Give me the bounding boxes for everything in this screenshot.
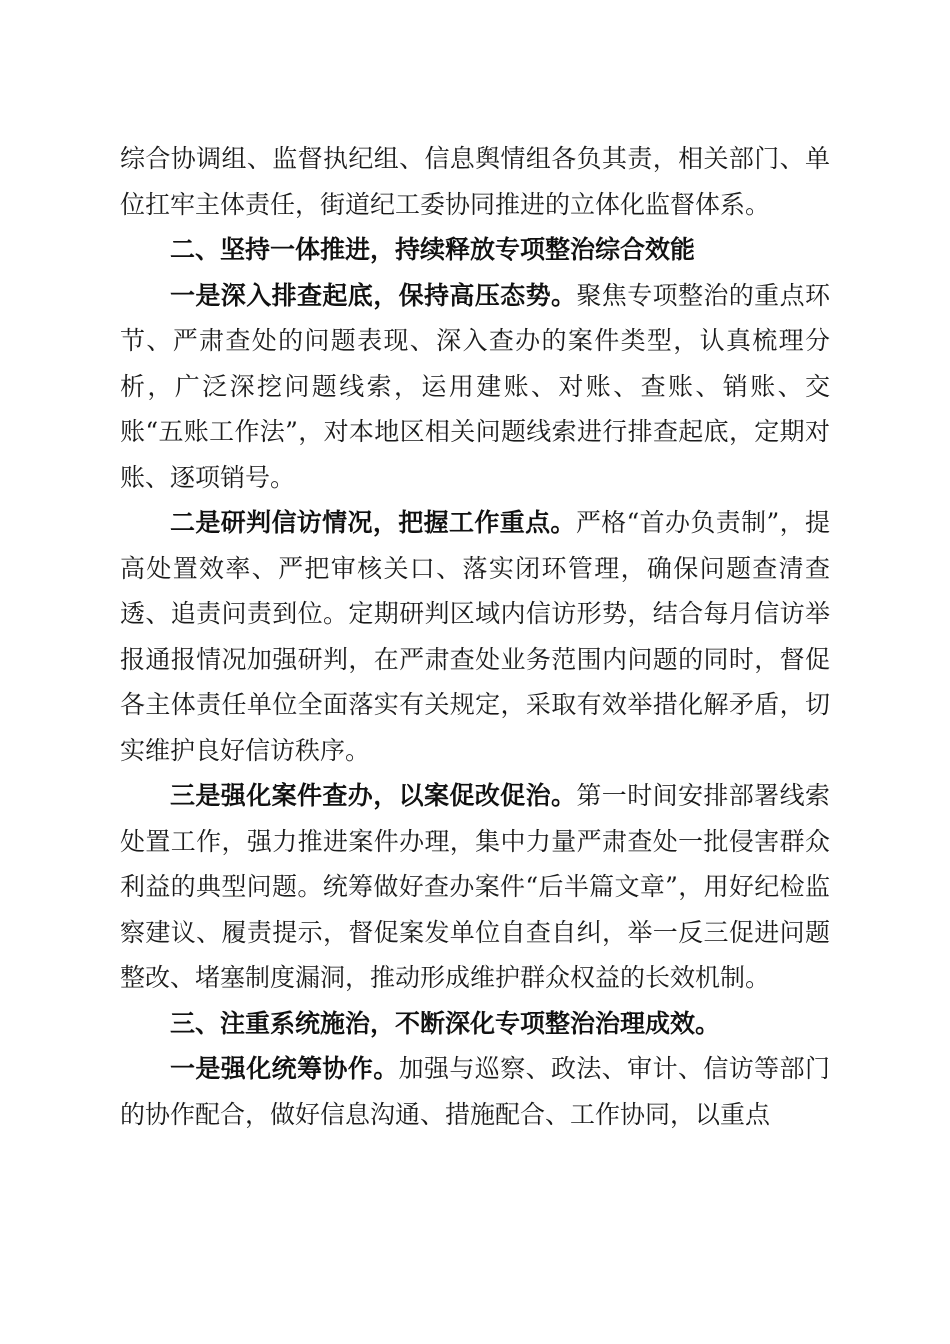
paragraph-item-1 xyxy=(120,273,830,501)
paragraph-text: 严格“首办负责制”，提高处置效率、严把审核关口、落实闭环管理，确保问题查清查透、追责问责到位。定期研判区域内信访形势，结合每月信访举报通报情况加强研判，在严肃查处业务范围内问题的同时，督促各主体责任单位全面落实有关规定，采取有效举措化解矛盾，切实维护良好信访秩序。 xyxy=(120,508,830,765)
paragraph-item-3 xyxy=(120,773,830,1001)
paragraph-continued xyxy=(120,136,830,227)
document-body xyxy=(120,136,830,1137)
paragraph-text: 加强与巡察、政法、审计、信访等部门的协作配合，做好信息沟通、措施配合、工作协同，以重点 xyxy=(120,1054,830,1129)
section-heading-3 xyxy=(120,1001,830,1047)
paragraph-item-4 xyxy=(120,1046,830,1137)
paragraph-lead: 二是研判信访情况，把握工作重点。 xyxy=(170,508,576,537)
paragraph-text: 聚焦专项整治的重点环节、严肃查处的问题表现、深入查办的案件类型，认真梳理分析，广泛深挖问题线索，运用建账、对账、查账、销账、交账“五账工作法”，对本地区相关问题线索进行排查起底，定期对账、逐项销号。 xyxy=(120,280,830,492)
paragraph-lead: 一是深入排查起底，保持高压态势。 xyxy=(170,280,577,310)
section-heading-2 xyxy=(120,227,830,273)
paragraph-item-2 xyxy=(120,500,830,773)
paragraph-lead: 三是强化案件查办，以案促改促治。 xyxy=(170,781,577,810)
heading-text: 三、注重系统施治，不断深化专项整治治理成效。 xyxy=(170,1008,721,1038)
paragraph-text: 综合协调组、监督执纪组、信息舆情组各负其责，相关部门、单位扛牢主体责任，街道纪工委协同推进的立体化监督体系。 xyxy=(120,144,830,219)
heading-text: 二、坚持一体推进，持续释放专项整治综合效能 xyxy=(170,235,696,264)
paragraph-text: 第一时间安排部署线索处置工作，强力推进案件办理，集中力量严肃查处一批侵害群众利益的典型问题。统筹做好查办案件“后半篇文章”，用好纪检监察建议、履责提示，督促案发单位自查自纠，举一反三促进问题整改、堵塞制度漏洞，推动形成维护群众权益的长效机制。 xyxy=(120,781,830,992)
paragraph-lead: 一是强化统筹协作。 xyxy=(170,1054,399,1083)
